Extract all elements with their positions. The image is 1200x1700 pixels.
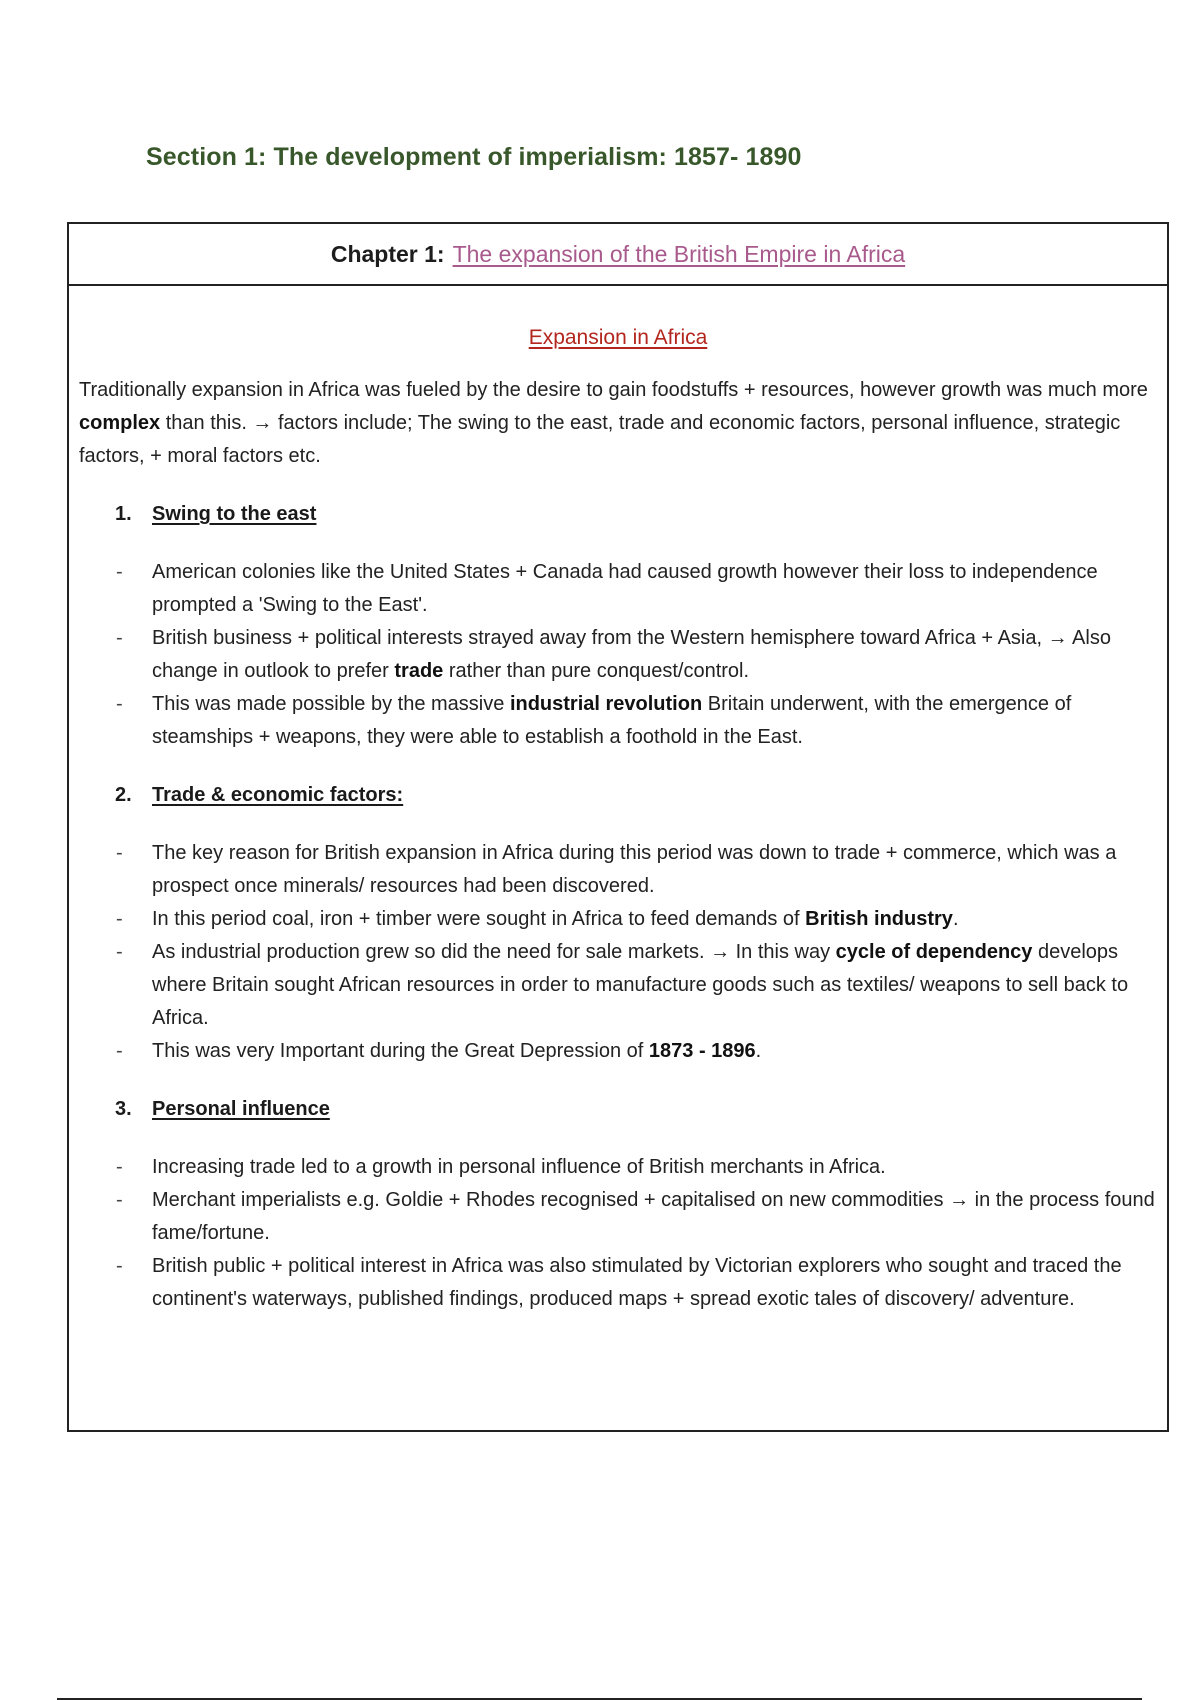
bullet-text: In this period coal, iron + timber were sought in Africa to feed demands of — [152, 908, 806, 930]
bullet-text: Britain underwent, with the emergence of steamships + weapons, they were able to establish a foothold in the East. — [152, 693, 1072, 748]
bullet-marker: - — [116, 561, 123, 583]
bullet-marker: - — [116, 693, 123, 715]
bullet-list — [69, 1151, 1167, 1316]
bullet-text: Merchant imperialists e.g. Goldie + Rhodes recognised + capitalised on new commodities → in the process found fame/fortune. — [152, 1189, 1155, 1244]
bullet-text: The key reason for British expansion in Africa during this period was down to trade + commerce, which was a prospect once minerals/ resources had been discovered. — [152, 842, 1117, 897]
point-number: 2. — [115, 784, 132, 806]
bullet-list — [69, 837, 1167, 1068]
list-item — [69, 688, 1167, 754]
bullet-marker: - — [116, 627, 123, 649]
bullet-text: As industrial production grew so did the need for sale markets. → In this way — [152, 941, 836, 963]
list-item — [69, 1035, 1167, 1068]
bullet-list — [69, 556, 1167, 754]
bullet-bold: trade — [394, 660, 444, 682]
chapter-title-link[interactable]: The expansion of the British Empire in Africa — [452, 240, 906, 267]
list-item — [69, 622, 1167, 688]
bullet-marker: - — [116, 1189, 123, 1211]
list-item — [69, 1184, 1167, 1250]
bullet-text: This was very Important during the Great Depression of — [152, 1040, 649, 1062]
bullet-marker: - — [116, 1255, 123, 1277]
chapter-label: Chapter 1: — [330, 240, 445, 267]
intro-text-2: than this. → factors include; The swing to the east, trade and economic factors, personal influence, strategic factors, + moral factors etc. — [79, 412, 1121, 467]
bullet-marker: - — [116, 908, 123, 930]
bullet-text: Increasing trade led to a growth in personal influence of British merchants in Africa. — [152, 1156, 886, 1178]
point-2 — [69, 784, 1167, 1068]
list-item — [69, 556, 1167, 622]
bullet-text: . — [952, 908, 959, 930]
list-item — [69, 903, 1167, 936]
bullet-marker: - — [116, 1156, 123, 1178]
bullet-marker: - — [116, 842, 123, 864]
point-heading — [115, 1098, 1167, 1121]
subheading: Expansion in Africa — [528, 326, 708, 349]
bullet-text: American colonies like the United States + Canada had caused growth however their loss to independence prompted a 'Swing to the East'. — [152, 561, 1098, 616]
bullet-text: develops where Britain sought African resources in order to manufacture goods such as textiles/ weapons to sell back to Africa. — [152, 941, 1129, 1029]
point-title: Trade & economic factors: — [152, 784, 404, 806]
bullet-bold: industrial revolution — [509, 693, 703, 715]
bullet-marker: - — [116, 941, 123, 963]
bullet-text: British business + political interests strayed away from the Western hemisphere toward Africa + Asia, → Also change in outlook to prefer — [152, 627, 1111, 682]
list-item — [69, 837, 1167, 903]
list-item — [69, 1250, 1167, 1316]
point-title: Swing to the east — [152, 503, 317, 525]
bullet-text: This was made possible by the massive — [152, 693, 510, 715]
section-title: Section 1: The development of imperialism: 1857- 1890 — [146, 143, 802, 171]
point-heading — [115, 784, 1167, 807]
point-number: 1. — [115, 503, 132, 525]
intro-paragraph — [79, 374, 1157, 473]
point-heading — [115, 503, 1167, 526]
bullet-marker: - — [116, 1040, 123, 1062]
bullet-text: . — [755, 1040, 762, 1062]
point-title: Personal influence — [152, 1098, 330, 1120]
bullet-bold: British industry — [805, 908, 953, 930]
list-item — [69, 936, 1167, 1035]
point-3 — [69, 1098, 1167, 1316]
bullet-bold: cycle of dependency — [835, 941, 1033, 963]
intro-bold: complex — [79, 412, 161, 434]
chapter-header — [69, 224, 1167, 286]
point-1 — [69, 503, 1167, 754]
point-number: 3. — [115, 1098, 132, 1120]
intro-text-1: Traditionally expansion in Africa was fueled by the desire to gain foodstuffs + resources, however growth was much more — [79, 379, 1148, 401]
bullet-bold: 1873 - 1896 — [648, 1040, 756, 1062]
bullet-text: rather than pure conquest/control. — [443, 660, 750, 682]
bullet-text: British public + political interest in Africa was also stimulated by Victorian explorers who sought and traced the continent's waterways, published findings, produced maps + spread exotic tales of discovery/ adventure. — [152, 1255, 1122, 1310]
chapter-box — [67, 222, 1169, 1432]
list-item — [69, 1151, 1167, 1184]
